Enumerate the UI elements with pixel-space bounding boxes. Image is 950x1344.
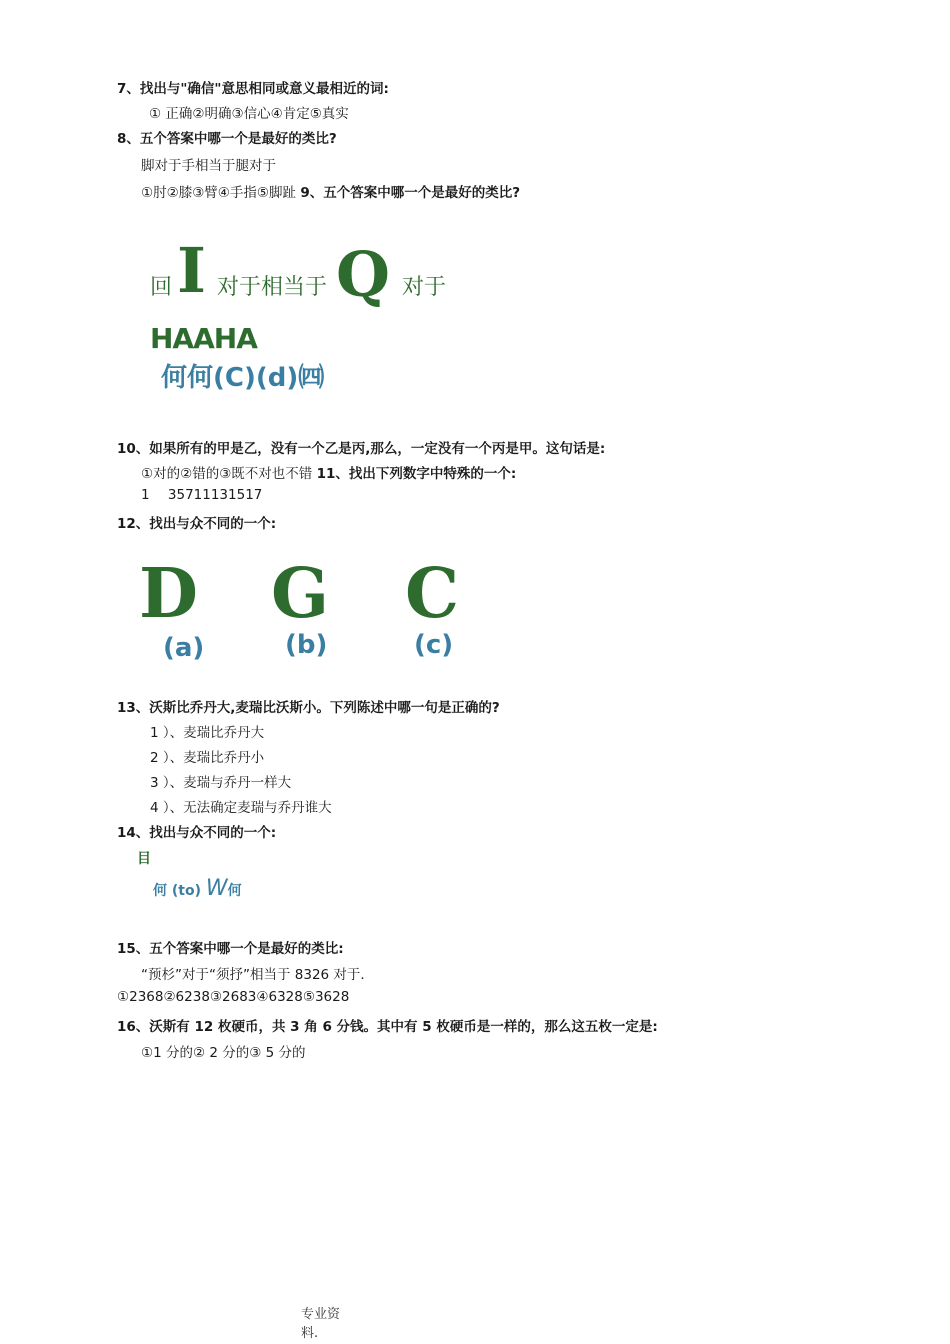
q14-title: 14、找出与众不同的一个: (117, 825, 277, 841)
q8-options: ①肘②膝③臂④手指⑤脚趾 (141, 185, 297, 201)
q12-label-b: (b) (285, 630, 328, 660)
q9-suffix: 对于 (402, 275, 447, 300)
q11-index: 1 (141, 487, 150, 503)
q9-prefix: 回 (150, 275, 173, 300)
footer-line1: 专业资 (301, 1307, 341, 1322)
q15-options: ①2368②6238③2683④6328⑤3628 (117, 989, 350, 1005)
q12-label-c: (c) (414, 630, 454, 660)
q14-line2-a: 何 (to) (153, 883, 201, 899)
q16-options: ①1 分的② 2 分的③ 5 分的 (141, 1045, 306, 1061)
q11-title: 11、找出下列数字中特殊的一个: (316, 466, 517, 482)
q12-letter-g: G (271, 554, 330, 634)
footer-line2: 料. (301, 1326, 319, 1341)
q8-options-line (141, 181, 520, 201)
q9-letter-q: Q (336, 238, 391, 311)
q12-letter-c: C (405, 554, 460, 634)
q14-line2-w: W (205, 876, 228, 901)
q14-line2-b: 何 (227, 883, 242, 899)
q13-option-1: 1 ）、麦瑞比乔丹大 (150, 725, 265, 741)
q12-letter-d: D (139, 554, 198, 634)
q13-option-2: 2 ）、麦瑞比乔丹小 (150, 750, 265, 766)
q9-title: 9、五个答案中哪一个是最好的类比? (300, 185, 521, 201)
q11-numbers-line (141, 487, 262, 503)
q14-line2 (153, 876, 242, 901)
q7-title: 7、找出与"确信"意思相同或意义最相近的词: (117, 81, 389, 97)
q15-title: 15、五个答案中哪一个是最好的类比: (117, 941, 344, 957)
q16-title: 16、沃斯有 12 枚硬币，共 3 角 6 分钱。其中有 5 枚硬币是一样的，那么这五枚一定是: (117, 1019, 658, 1035)
q13-option-3: 3 ）、麦瑞与乔丹一样大 (150, 775, 292, 791)
q15-line1: “预杉”对于“须抒”相当于 8326 对于. (141, 967, 365, 983)
q10-title: 10、如果所有的甲是乙，没有一个乙是丙,那么，一定没有一个丙是甲。这句话是: (117, 441, 606, 457)
q7-options: ① 正确②明确③信心④肯定⑤真实 (149, 106, 349, 122)
q11-numbers: 35711131517 (167, 487, 263, 503)
q12-title: 12、找出与众不同的一个: (117, 516, 277, 532)
q10-options: ①对的②错的③既不对也不错 (141, 466, 313, 482)
q9-letter-i: I (177, 234, 207, 307)
q13-title: 13、沃斯比乔丹大,麦瑞比沃斯小。下列陈述中哪一句是正确的? (117, 700, 500, 716)
q8-title: 8、五个答案中哪一个是最好的类比? (117, 131, 337, 147)
q9-choices-row: 何何(C)(d)㈣ (161, 363, 325, 393)
q8-line1: 脚对于手相当于腿对于 (141, 158, 276, 174)
q9-middle-text: 对于相当于 (217, 275, 328, 300)
q13-option-4: 4 ）、无法确定麦瑞与乔丹谁大 (150, 800, 332, 816)
q9-answers-row: HAAHA (150, 322, 257, 355)
q12-label-a: (a) (163, 633, 205, 663)
q10-options-line (141, 462, 516, 482)
q14-line1: 目 (137, 851, 151, 867)
